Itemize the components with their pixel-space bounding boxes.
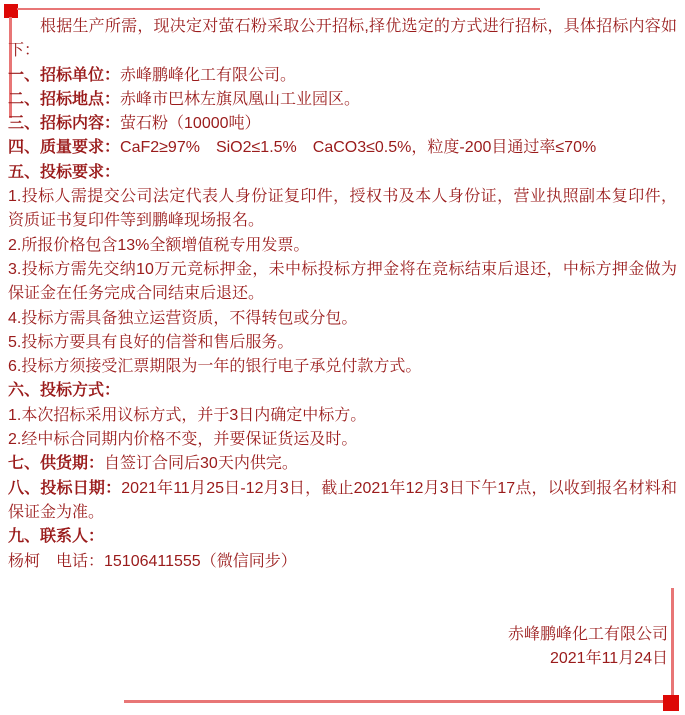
paragraph-list [8,15,677,574]
bottom-horizontal-rule [124,700,665,703]
paragraph-5 [8,161,677,185]
paragraph-3 [8,112,677,136]
paragraph-10 [8,331,677,355]
paragraph-16 [8,477,677,526]
paragraph-13 [8,404,677,428]
paragraph-4-heading: 四、质量要求： [8,139,121,157]
paragraph-12-heading: 六、投标方式： [8,382,121,400]
paragraph-0 [8,15,677,64]
paragraph-15 [8,452,677,476]
paragraph-14-text: 2.经中标合同期内价格不变，并要保证货运及时。 [8,431,358,449]
paragraph-12 [8,379,677,403]
paragraph-8-text: 3.投标方需先交纳10万元竞标押金，未中标投标方押金将在竞标结束后退还，中标方押金做为保证金在任务完成合同结束后退还。 [8,260,677,303]
paragraph-15-heading: 七、供货期： [8,455,105,473]
paragraph-6-text: 1.投标人需提交公司法定代表人身份证复印件，授权书及本人身份证，营业执照副本复印件，资质证书复印件等到鹏峰现场报名。 [8,188,677,230]
paragraph-2 [8,88,677,112]
paragraph-18 [8,550,677,574]
paragraph-5-heading: 五、投标要求： [8,163,121,181]
paragraph-6 [8,185,677,234]
signature-block [8,623,677,672]
paragraph-2-heading: 二、招标地点： [8,90,121,108]
bottom-right-corner-square [663,695,679,711]
paragraph-1 [8,64,677,88]
paragraph-3-text: 萤石粉（10000吨） [120,115,261,133]
paragraph-11 [8,355,677,379]
paragraph-16-text: 2021年11月25日-12月3日，截止2021年12月3日下午17点，以收到报名材料和保证金为准。 [8,479,677,521]
paragraph-15-text: 自签订合同后30天内供完。 [104,455,298,473]
paragraph-1-heading: 一、招标单位： [8,66,121,84]
paragraph-4-text: CaF2≥97% SiO2≤1.5% CaCO3≤0.5%，粒度-200目通过率≤70% [120,139,597,157]
paragraph-9 [8,307,677,331]
paragraph-8 [8,258,677,307]
paragraph-7-text: 2.所报价格包含13%全额增值税专用发票。 [8,236,310,254]
paragraph-7 [8,234,677,258]
signature-company: 赤峰鹏峰化工有限公司 [507,625,668,643]
paragraph-13-text: 1.本次招标采用议标方式，并于3日内确定中标方。 [8,406,367,424]
paragraph-0-text: 根据生产所需，现决定对萤石粉采取公开招标,择优选定的方式进行招标，具体招标内容如下： [8,18,677,60]
paragraph-16-heading: 八、投标日期： [8,479,122,497]
document-body [8,15,677,671]
signature-date: 2021年11月24日 [549,650,668,668]
paragraph-10-text: 5.投标方要具有良好的信誉和售后服务。 [8,333,294,351]
paragraph-4 [8,136,677,160]
paragraph-11-text: 6.投标方须接受汇票期限为一年的银行电子承兑付款方式。 [8,358,422,376]
paragraph-1-text: 赤峰鹏峰化工有限公司。 [120,66,297,84]
paragraph-18-text: 杨柯 电话：15106411555（微信同步） [8,552,297,570]
paragraph-17 [8,525,677,549]
paragraph-3-heading: 三、招标内容： [8,115,121,133]
paragraph-17-heading: 九、联系人： [8,528,105,546]
paragraph-9-text: 4.投标方需具备独立运营资质，不得转包或分包。 [8,309,358,327]
paragraph-14 [8,428,677,452]
top-horizontal-rule [17,8,540,10]
paragraph-2-text: 赤峰市巴林左旗凤凰山工业园区。 [120,90,361,108]
